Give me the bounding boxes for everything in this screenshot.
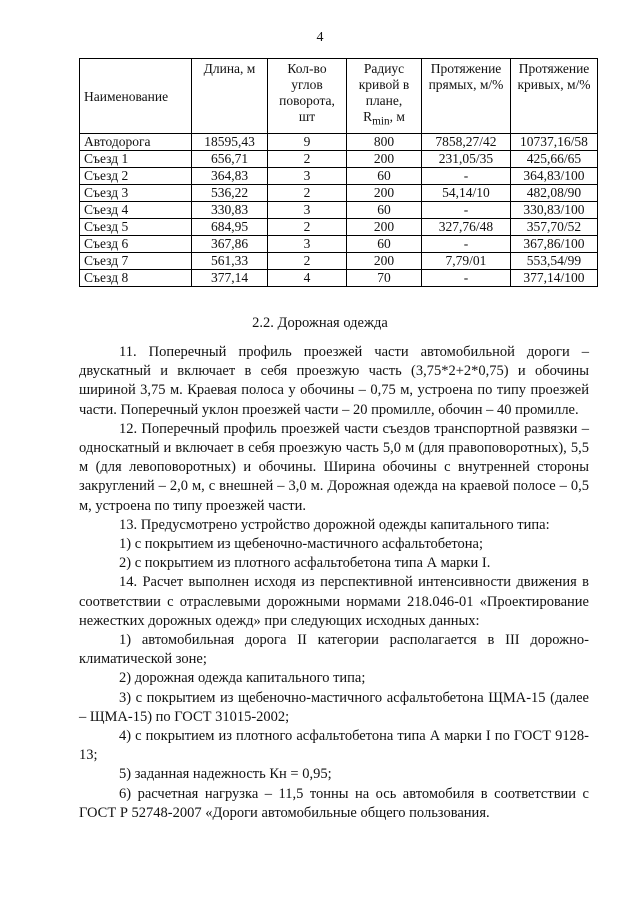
table-row: [80, 236, 598, 253]
table-row: [80, 185, 598, 202]
cell-name: Съезд 8: [80, 270, 192, 287]
cell-straight: 327,76/48: [422, 219, 511, 236]
header-angles: Кол-во углов поворота, шт: [268, 59, 347, 134]
cell-curves: 357,70/52: [511, 219, 598, 236]
cell-curves: 425,66/65: [511, 151, 598, 168]
cell-length: 536,22: [192, 185, 268, 202]
cell-angles: 3: [268, 236, 347, 253]
cell-curves: 377,14/100: [511, 270, 598, 287]
body-text: [79, 343, 589, 823]
cell-name: Съезд 1: [80, 151, 192, 168]
paragraph: 2) с покрытием из плотного асфальтобетона типа А марки I.: [119, 555, 491, 572]
paragraph: 2) дорожная одежда капитального типа;: [119, 670, 366, 687]
cell-length: 377,14: [192, 270, 268, 287]
cell-length: 561,33: [192, 253, 268, 270]
cell-curves: 367,86/100: [511, 236, 598, 253]
cell-radius: 60: [347, 202, 422, 219]
paragraph: 14. Расчет выполнен исходя из перспективной интенсивности движения в соответствии с отраслевыми дорожными нормами 218.046-01 «Проектирование нежестких дорожных одежд» при следующих исходных данных:: [79, 574, 589, 629]
cell-straight: -: [422, 236, 511, 253]
cell-name: Автодорога: [80, 134, 192, 151]
cell-length: 364,83: [192, 168, 268, 185]
paragraph: 1) с покрытием из щебеночно-мастичного асфальтобетона;: [119, 536, 483, 553]
cell-angles: 2: [268, 219, 347, 236]
cell-straight: 231,05/35: [422, 151, 511, 168]
header-radius-sub: min: [372, 115, 390, 128]
cell-straight: -: [422, 202, 511, 219]
cell-angles: 2: [268, 151, 347, 168]
table-row: [80, 168, 598, 185]
cell-radius: 200: [347, 185, 422, 202]
cell-radius: 200: [347, 253, 422, 270]
cell-length: 684,95: [192, 219, 268, 236]
paragraph: 4) с покрытием из плотного асфальтобетона типа А марки I по ГОСТ 9128-13;: [79, 728, 589, 764]
cell-radius: 200: [347, 151, 422, 168]
cell-angles: 2: [268, 185, 347, 202]
table-row: [80, 253, 598, 270]
page-number: 4: [316, 30, 324, 45]
paragraph: 5) заданная надежность Кн = 0,95;: [119, 766, 332, 783]
cell-radius: 70: [347, 270, 422, 287]
header-name: Наименование: [80, 59, 192, 134]
header-straight: Протяжение прямых, м/%: [422, 59, 511, 134]
cell-name: Съезд 2: [80, 168, 192, 185]
paragraph: 3) с покрытием из щебеночно-мастичного асфальтобетона ЩМА-15 (далее – ЩМА-15) по ГОСТ 31015-2002;: [79, 689, 589, 725]
cell-name: Съезд 7: [80, 253, 192, 270]
table-header-row: [80, 59, 598, 134]
cell-straight: -: [422, 270, 511, 287]
header-curves: Протяжение кривых, м/%: [511, 59, 598, 134]
cell-angles: 2: [268, 253, 347, 270]
table-row: [80, 219, 598, 236]
cell-length: 656,71: [192, 151, 268, 168]
paragraph: 6) расчетная нагрузка – 11,5 тонны на ось автомобиля в соответствии с ГОСТ Р 52748-2007 «Дороги автомобильные общего пользования.: [79, 785, 589, 821]
table-row: [80, 151, 598, 168]
table-row: [80, 202, 598, 219]
paragraph: 13. Предусмотрено устройство дорожной одежды капитального типа:: [119, 516, 550, 533]
cell-angles: 4: [268, 270, 347, 287]
cell-curves: 553,54/99: [511, 253, 598, 270]
cell-name: Съезд 5: [80, 219, 192, 236]
cell-length: 330,83: [192, 202, 268, 219]
cell-angles: 9: [268, 134, 347, 151]
cell-radius: 800: [347, 134, 422, 151]
paragraph: 12. Поперечный профиль проезжей части съездов транспортной развязки – односкатный и включает в себя проезжую часть 5,0 м (для правоповоротных), 5,5 м (для левоповоротных) и обочины. Ширина обочины с внутренней стороны закруглений – 2,0 м, с внешней – 3,0 м. Дорожная одежда на краевой полосе – 0,5 м, устроена по типу проезжей части.: [79, 420, 589, 514]
table-row: [80, 270, 598, 287]
cell-straight: 7858,27/42: [422, 134, 511, 151]
cell-straight: 54,14/10: [422, 185, 511, 202]
cell-straight: 7,79/01: [422, 253, 511, 270]
cell-name: Съезд 6: [80, 236, 192, 253]
cell-radius: 60: [347, 236, 422, 253]
paragraph: 11. Поперечный профиль проезжей части автомобильной дороги – двускатный и включает в себя проезжую часть (3,75*2+2*0,75) и обочины шириной 3,75 м. Краевая полоса у обочины – 0,75 м, устроена по типу проезжей части. Поперечный уклон проезжей части – 20 промилле, обочин – 40 промилле.: [79, 344, 589, 418]
header-radius-main: Радиус кривой в плане, R: [358, 61, 410, 124]
cell-name: Съезд 4: [80, 202, 192, 219]
cell-angles: 3: [268, 168, 347, 185]
cell-angles: 3: [268, 202, 347, 219]
header-length: Длина, м: [192, 59, 268, 134]
cell-curves: 10737,16/58: [511, 134, 598, 151]
cell-curves: 364,83/100: [511, 168, 598, 185]
paragraph: 1) автомобильная дорога II категории располагается в III дорожно-климатической зоне;: [79, 632, 589, 668]
table-row: [80, 134, 598, 151]
cell-curves: 482,08/90: [511, 185, 598, 202]
table-body: [80, 134, 598, 287]
header-radius-unit: , м: [389, 109, 405, 124]
cell-length: 18595,43: [192, 134, 268, 151]
cell-name: Съезд 3: [80, 185, 192, 202]
cell-radius: 60: [347, 168, 422, 185]
section-title: 2.2. Дорожная одежда: [252, 315, 388, 331]
roads-table: [79, 58, 598, 287]
cell-radius: 200: [347, 219, 422, 236]
cell-curves: 330,83/100: [511, 202, 598, 219]
header-radius: [347, 59, 422, 134]
cell-straight: -: [422, 168, 511, 185]
cell-length: 367,86: [192, 236, 268, 253]
